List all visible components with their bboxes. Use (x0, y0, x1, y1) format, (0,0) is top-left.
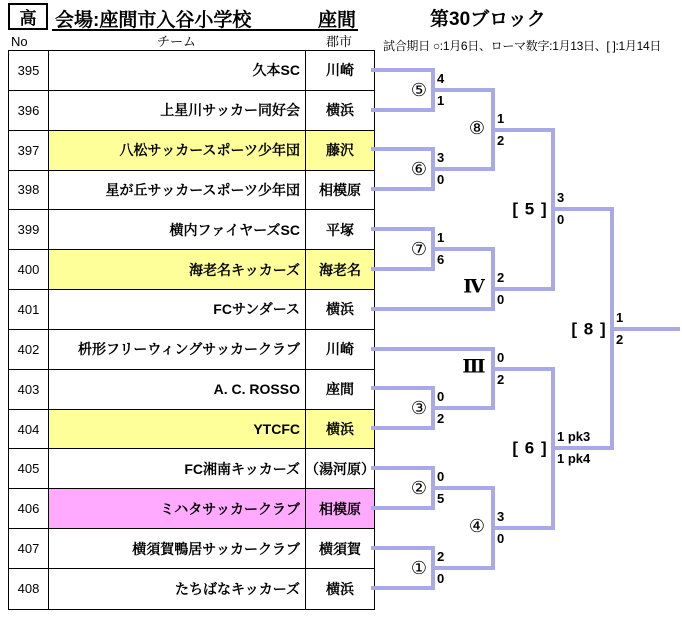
column-header-team: チーム (156, 34, 196, 49)
score-bottom-m8: 2 (497, 133, 505, 148)
team-name: 星が丘サッカースポーツ少年団 (49, 171, 306, 211)
score-bottom-m4: 0 (497, 531, 505, 546)
team-no: 398 (9, 171, 49, 211)
team-name: 横須賀鴨居サッカークラブ (49, 529, 306, 569)
bracket-line-f8 (612, 209, 678, 448)
team-city: 座間 (306, 370, 374, 410)
score-top-m3: 0 (437, 389, 445, 404)
score-bottom-m5: 1 (437, 93, 445, 108)
venue-title: 会場:座間市入谷小学校 (55, 10, 252, 31)
team-no: 401 (9, 290, 49, 330)
bracket-line-m4 (493, 488, 553, 568)
score-top-m7: 1 (437, 230, 445, 245)
team-name: FC湘南キッカーズ (49, 449, 306, 489)
team-no: 397 (9, 131, 49, 171)
bracket-line-m3 (373, 388, 493, 428)
team-city: 平塚 (306, 210, 374, 250)
bracket-line-m5 (373, 70, 493, 110)
match-label-m1: ① (410, 558, 428, 578)
team-no: 396 (9, 91, 49, 131)
score-top-mIV: 2 (497, 270, 505, 285)
bracket-line-sf6 (553, 369, 612, 528)
team-name: たちばなキッカーズ (49, 569, 306, 609)
class-label: 高 (19, 9, 37, 28)
match-label-mIII: Ⅲ (462, 356, 486, 378)
team-city: 相模原 (306, 171, 374, 211)
bracket-line-m1 (373, 548, 493, 588)
team-name: A. C. ROSSO (49, 370, 306, 410)
score-bottom-m2: 5 (437, 491, 445, 506)
bracket-line-sf5 (553, 130, 612, 289)
team-no: 399 (9, 210, 49, 250)
team-name: FCサンダース (49, 290, 306, 330)
score-bottom-mIII: 2 (497, 372, 505, 387)
team-name: 枡形フリーウィングサッカークラブ (49, 330, 306, 370)
bracket-line-m7 (373, 229, 493, 269)
team-no: 407 (9, 529, 49, 569)
bracket-line-m2 (373, 468, 493, 508)
block-title: 第30ブロック (430, 9, 546, 30)
team-city: 藤沢 (306, 131, 374, 171)
team-city: 横浜 (306, 569, 374, 609)
team-city: （湯河原） (306, 449, 374, 489)
team-name: YTCFC (49, 410, 306, 450)
team-name: 久本SC (49, 51, 306, 91)
score-bottom-m7: 6 (437, 252, 445, 267)
score-top-f8: 1 (616, 310, 624, 325)
score-top-m6: 3 (437, 150, 445, 165)
team-no: 408 (9, 569, 49, 609)
team-city: 横浜 (306, 290, 374, 330)
score-bottom-sf5: 0 (557, 212, 565, 227)
score-top-m5: 4 (437, 71, 445, 86)
team-no: 404 (9, 410, 49, 450)
score-bottom-f8: 2 (616, 332, 624, 347)
match-label-sf6: [ 6 ] (512, 438, 548, 458)
column-header-city: 郡市 (325, 34, 352, 49)
team-name: 横内ファイヤーズSC (49, 210, 306, 250)
team-name: 八松サッカースポーツ少年団 (49, 131, 306, 171)
score-top-m8: 1 (497, 111, 505, 126)
team-city: 海老名 (306, 250, 374, 290)
team-no: 402 (9, 330, 49, 370)
match-label-m8: ⑧ (468, 118, 486, 138)
match-label-m2: ② (410, 478, 428, 498)
team-city: 横浜 (306, 410, 374, 450)
column-header-no: No (11, 34, 28, 49)
score-top-m4: 3 (497, 509, 505, 524)
team-no: 406 (9, 489, 49, 529)
schedule-note: 試合期日 ○:1月6日、ローマ数字:1月13日、[ ]:1月14日 (383, 39, 662, 53)
match-label-m6: ⑥ (410, 159, 428, 179)
match-label-m4: ④ (468, 516, 486, 536)
venue-city: 座間 (318, 10, 357, 31)
score-top-mIII: 0 (497, 350, 505, 365)
match-label-m5: ⑤ (410, 80, 428, 100)
score-top-sf5: 3 (557, 190, 565, 205)
match-label-m7: ⑦ (410, 239, 428, 259)
bracket-line-m8 (493, 90, 553, 169)
team-no: 395 (9, 51, 49, 91)
team-no: 403 (9, 370, 49, 410)
score-bottom-mIV: 0 (497, 292, 505, 307)
team-name: 上星川サッカー同好会 (49, 91, 306, 131)
team-city: 横浜 (306, 91, 374, 131)
score-top-m1: 2 (437, 549, 445, 564)
match-label-f8: [ 8 ] (571, 319, 607, 339)
team-city: 川崎 (306, 51, 374, 91)
score-bottom-m3: 2 (437, 411, 445, 426)
team-city: 横須賀 (306, 529, 374, 569)
score-top-m2: 0 (437, 469, 445, 484)
team-city: 川崎 (306, 330, 374, 370)
team-no: 400 (9, 250, 49, 290)
score-top-sf6: 1 pk3 (557, 429, 591, 444)
score-bottom-m6: 0 (437, 172, 445, 187)
score-bottom-sf6: 1 pk4 (557, 451, 591, 466)
match-label-sf5: [ 5 ] (512, 199, 548, 219)
team-no: 405 (9, 449, 49, 489)
match-label-mIV: Ⅳ (463, 276, 485, 298)
team-city: 相模原 (306, 489, 374, 529)
match-label-m3: ③ (410, 398, 428, 418)
bracket-line-m6 (373, 149, 493, 189)
score-bottom-m1: 0 (437, 571, 445, 586)
team-name: ミハタサッカークラブ (49, 489, 306, 529)
team-name: 海老名キッカーズ (49, 250, 306, 290)
